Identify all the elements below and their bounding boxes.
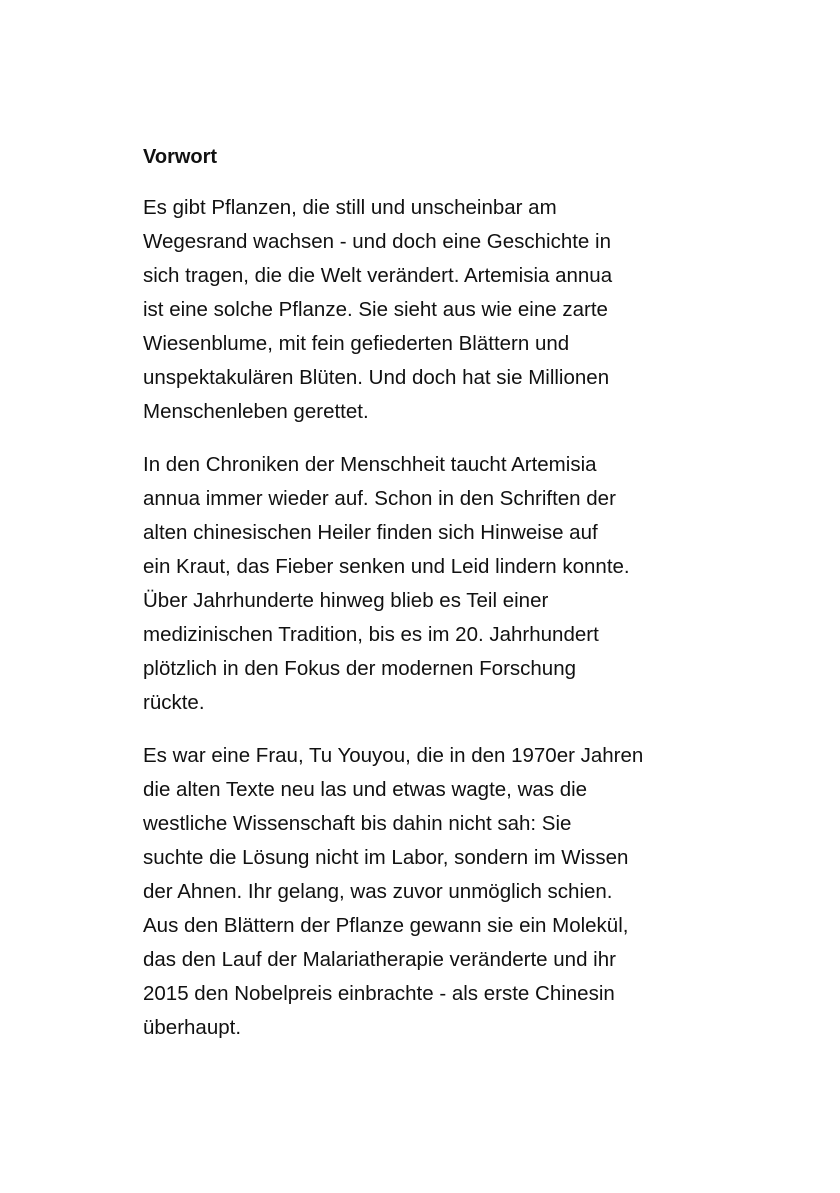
text-line: suchte die Lösung nicht im Labor, sondern im Wissen	[143, 846, 629, 869]
text-line: Wiesenblume, mit fein gefiederten Blättern und	[143, 332, 570, 355]
text-line: alten chinesischen Heiler finden sich Hinweise auf	[143, 521, 598, 544]
section-heading: Vorwort	[143, 146, 218, 168]
text-line: 2015 den Nobelpreis einbrachte - als erste Chinesin	[143, 982, 615, 1005]
text-line: der Ahnen. Ihr gelang, was zuvor unmöglich schien.	[143, 880, 613, 903]
text-line: ein Kraut, das Fieber senken und Leid lindern konnte.	[143, 555, 630, 578]
text-line: plötzlich in den Fokus der modernen Forschung	[143, 657, 577, 680]
text-line: sich tragen, die die Welt verändert. Artemisia annua	[143, 264, 613, 287]
text-line: Aus den Blättern der Pflanze gewann sie ein Molekül,	[143, 914, 629, 937]
text-line: das den Lauf der Malariatherapie veränderte und ihr	[143, 948, 616, 971]
text-line: rückte.	[143, 691, 205, 714]
text-line: ist eine solche Pflanze. Sie sieht aus wie eine zarte	[143, 298, 608, 321]
paragraph-1	[143, 191, 703, 429]
page-content	[143, 143, 703, 1064]
text-line: annua immer wieder auf. Schon in den Schriften der	[143, 487, 616, 510]
text-line: Über Jahrhunderte hinweg blieb es Teil einer	[143, 589, 549, 612]
paragraph-2	[143, 448, 703, 720]
text-line: Es war eine Frau, Tu Youyou, die in den 1970er Jahren	[143, 744, 644, 767]
text-line: Es gibt Pflanzen, die still und unscheinbar am	[143, 196, 557, 219]
text-line: Menschenleben gerettet.	[143, 400, 369, 423]
text-line: medizinischen Tradition, bis es im 20. Jahrhundert	[143, 623, 599, 646]
paragraph-3	[143, 739, 703, 1045]
text-line: In den Chroniken der Menschheit taucht Artemisia	[143, 453, 597, 476]
text-line: Wegesrand wachsen - und doch eine Geschichte in	[143, 230, 611, 253]
text-line: die alten Texte neu las und etwas wagte, was die	[143, 778, 588, 801]
text-line: unspektakulären Blüten. Und doch hat sie Millionen	[143, 366, 610, 389]
text-line: westliche Wissenschaft bis dahin nicht sah: Sie	[143, 812, 572, 835]
text-line: überhaupt.	[143, 1016, 242, 1039]
